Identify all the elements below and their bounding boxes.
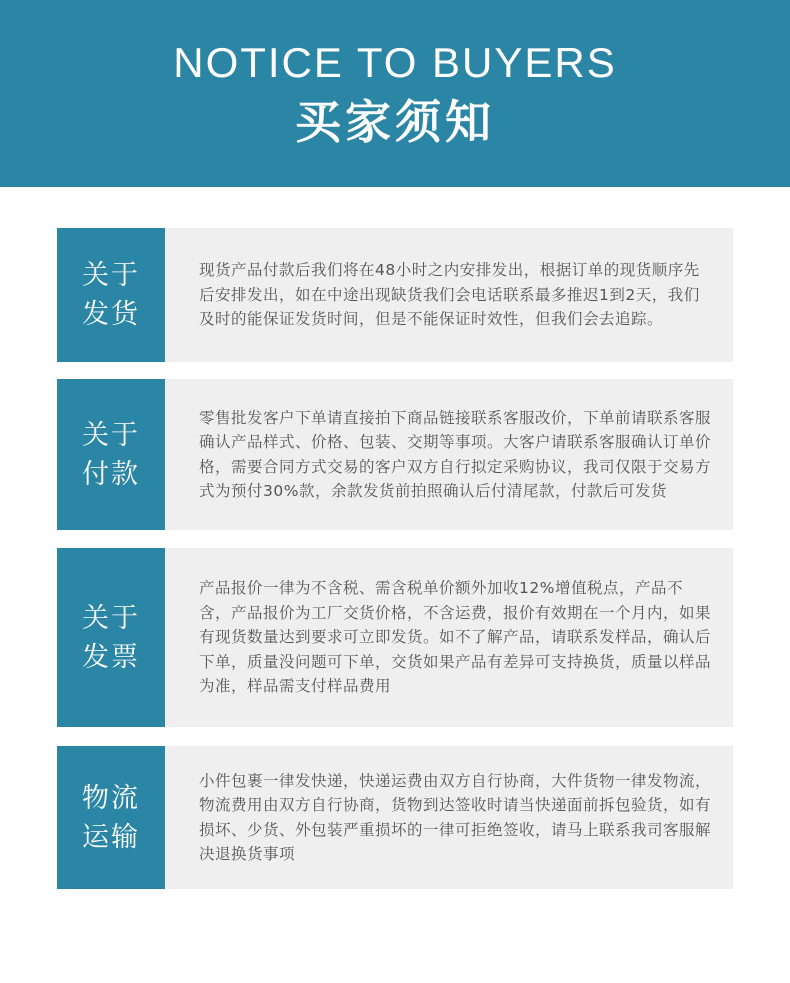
header-banner	[0, 0, 790, 187]
section-body: 零售批发客户下单请直接拍下商品链接联系客服改价，下单前请联系客服确认产品样式、价格、包装、交期等事项。大客户请联系客服确认订单价格，需要合同方式交易的客户双方自行拟定采购协议，我司仅限于交易方式为预付30%款，余款发货前拍照确认后付清尾款，付款后可发货	[199, 408, 712, 500]
section-shipping	[57, 228, 733, 362]
section-label-line1: 关于	[82, 602, 140, 634]
section-label-line1: 物流	[82, 782, 140, 814]
section-text	[165, 379, 733, 530]
section-label-line2: 付款	[82, 458, 140, 490]
title-chinese: 买家须知	[295, 95, 495, 149]
section-label	[57, 548, 165, 727]
section-body: 现货产品付款后我们将在48小时之内安排发出，根据订单的现货顺序先后安排发出，如在中途出现缺货我们会电话联系最多推迟1到2天，我们及时的能保证发货时间，但是不能保证时效性，但我们会去追踪。	[199, 261, 700, 329]
section-invoice	[57, 548, 733, 727]
section-label	[57, 379, 165, 530]
section-text	[165, 228, 733, 362]
section-label-line1: 关于	[82, 419, 140, 451]
section-logistics	[57, 746, 733, 889]
section-label-line1: 关于	[82, 260, 140, 291]
section-label	[57, 746, 165, 889]
section-payment	[57, 379, 733, 530]
section-text	[165, 548, 733, 727]
section-label	[57, 228, 165, 362]
section-body: 产品报价一律为不含税、需含税单价额外加收12%增值税点，产品不含，产品报价为工厂交货价格，不含运费，报价有效期在一个月内，如果有现货数量达到要求可立即发货。如不了解产品，请联系发样品，确认后下单，质量没问题可下单，交货如果产品有差异可支持换货，质量以样品为准，样品需支付样品费用	[199, 579, 712, 696]
section-label-line2: 运输	[82, 821, 140, 853]
title-english: NOTICE TO BUYERS	[173, 39, 617, 86]
section-body: 小件包裹一律发快递，快递运费由双方自行协商，大件货物一律发物流，物流费用由双方自行协商，货物到达签收时请当快递面前拆包验货，如有损坏、少货、外包装严重损坏的一律可拒绝签收，请马上联系我司客服解决退换货事项	[199, 771, 712, 863]
section-label-line2: 发票	[82, 641, 140, 673]
section-label-line2: 发货	[82, 299, 140, 330]
section-text	[165, 746, 733, 889]
